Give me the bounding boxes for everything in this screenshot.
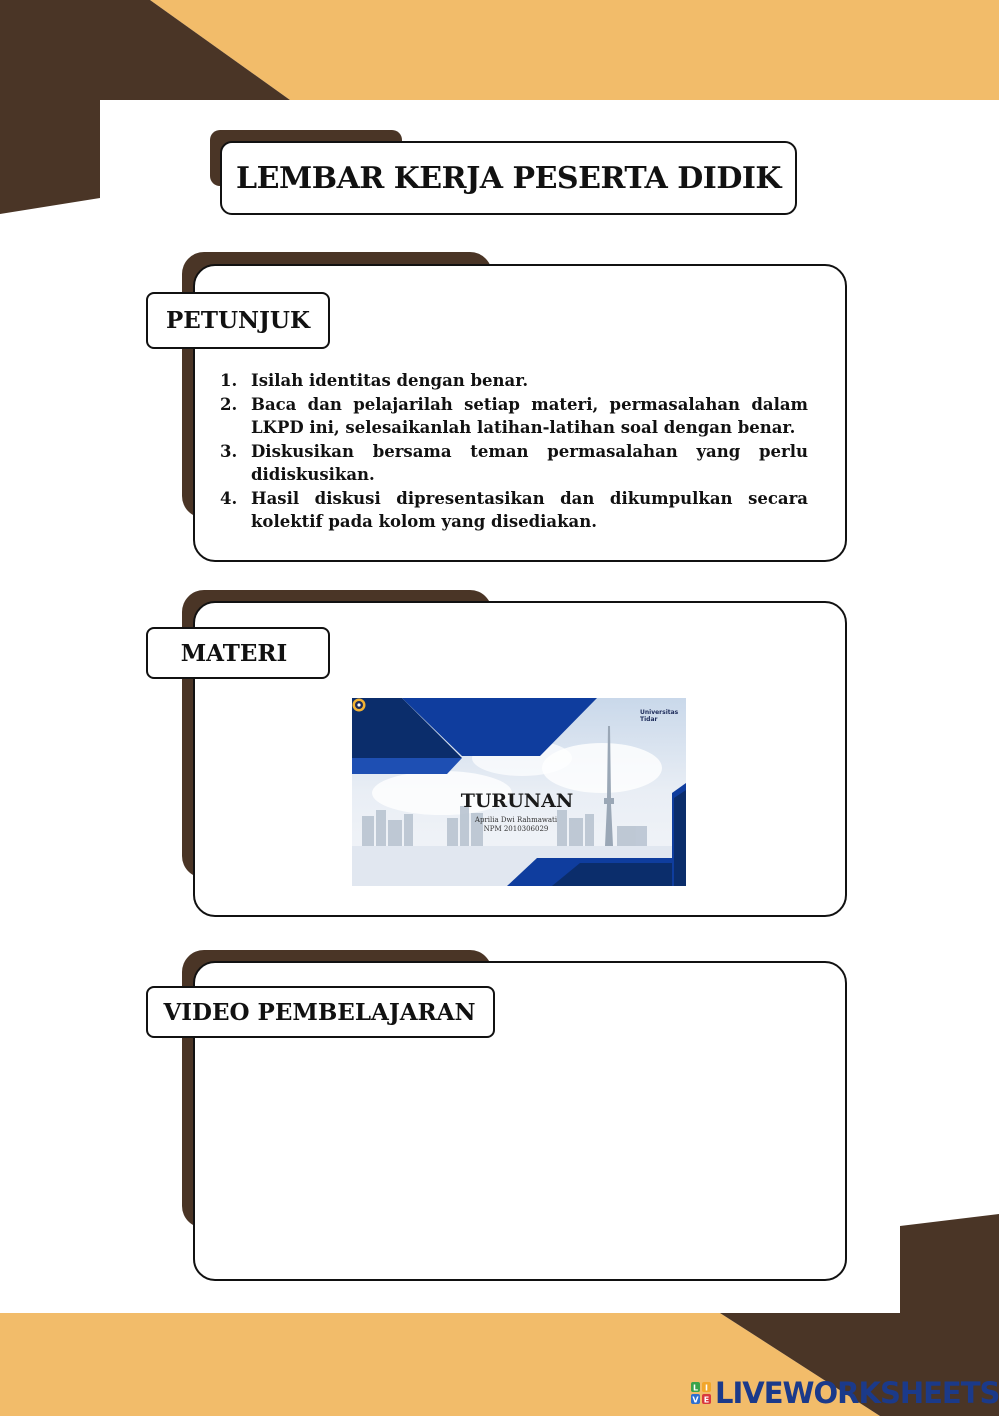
instruction-item bbox=[218, 487, 808, 534]
instruction-number: 1. bbox=[220, 371, 238, 390]
instruction-list bbox=[218, 369, 808, 534]
logo-letter: I bbox=[705, 1383, 708, 1393]
instruction-item bbox=[218, 440, 808, 487]
video-label bbox=[146, 986, 495, 1038]
materi-slide-thumbnail[interactable] bbox=[352, 698, 686, 886]
instruction-number: 4. bbox=[220, 488, 238, 508]
petunjuk-label bbox=[146, 292, 330, 349]
logo-letter: V bbox=[692, 1395, 699, 1405]
liveworksheets-watermark[interactable] bbox=[690, 1376, 999, 1410]
top-gold-band bbox=[150, 0, 999, 100]
instruction-text: Isilah identitas dengan benar. bbox=[251, 371, 529, 390]
logo-letter: L bbox=[692, 1383, 699, 1393]
slide-author: Aprilia Dwi Rahmawati bbox=[474, 816, 558, 824]
slide-npm: NPM 2010306029 bbox=[483, 825, 549, 833]
materi-label bbox=[146, 627, 330, 679]
slide-blue-left bbox=[352, 758, 462, 774]
instruction-text: Baca dan pelajarilah setiap materi, permasalahan dalam LKPD ini, selesaikanlah latihan-latihan soal dengan benar. bbox=[251, 394, 808, 437]
instruction-text: Hasil diskusi dipresentasikan dan dikumpulkan secara kolektif pada kolom yang disediakan. bbox=[251, 488, 808, 531]
page-title: LEMBAR KERJA PESERTA DIDIK bbox=[236, 160, 781, 196]
logo-letter: E bbox=[703, 1395, 710, 1405]
instruction-item bbox=[218, 393, 808, 440]
page-title-box bbox=[220, 141, 797, 215]
instruction-text: Diskusikan bersama teman permasalahan yang perlu didiskusikan. bbox=[251, 441, 808, 484]
materi-label-text: MATERI bbox=[180, 639, 288, 667]
instruction-number: 2. bbox=[220, 394, 238, 414]
instruction-number: 3. bbox=[220, 441, 238, 461]
liveworksheets-logo-icon bbox=[690, 1381, 712, 1405]
slide-institution: Universitas Tidar bbox=[640, 709, 679, 723]
video-label-text: VIDEO PEMBELAJARAN bbox=[163, 998, 476, 1026]
petunjuk-label-text: PETUNJUK bbox=[166, 307, 310, 334]
slide-title: TURUNAN bbox=[460, 790, 574, 812]
instruction-item bbox=[218, 369, 808, 393]
video-player-area[interactable] bbox=[210, 1050, 830, 1265]
watermark-text: LIVEWORKSHEETS bbox=[715, 1376, 999, 1410]
university-logo-icon bbox=[352, 698, 366, 712]
